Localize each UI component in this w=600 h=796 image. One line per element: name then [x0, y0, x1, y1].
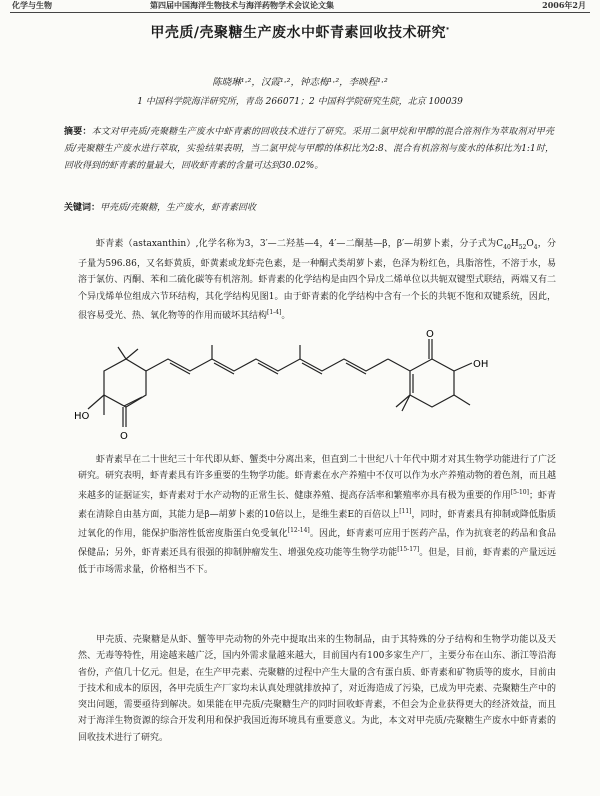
abstract-text: 本文对甲壳质/壳聚糖生产废水中虾青素的回收技术进行了研究。采用二氯甲烷和甲醇的混合溶剂作为萃取剂对甲壳质/壳聚糖生产废水进行萃取，实验结果表明，当二氯甲烷与甲醇的体积比为2:8、混合有机溶剂与废水的体积比为1:1时，回收得到的虾青素的量最大，回收虾青素的含量可达到30.02%。 — [64, 127, 554, 171]
citation: [5-10] — [510, 488, 529, 496]
atom-oxygen-right: O — [426, 329, 434, 340]
paragraph-chitosan-wastewater: 甲壳质、壳聚糖是从虾、蟹等甲壳动物的外壳中提取出来的生物制品，由于其特殊的分子结构和生物学功能以及天然、无毒等特性，用途越来越广泛，国内外需求量越来越大，目前国内有100多家生产厂，主要分布在山东、浙江等沿海省份，产值几十亿元。但是，在生产甲壳素、壳聚糖的过程中产生大量的含有蛋白质、虾青素和矿物质等的废水，目前由于技术和成本的原因，各甲壳质生产厂家均未认真处理就排放掉了，对近海造成了污染，已成为甲壳素、壳聚糖生产中的突出问题，需要亟待到解决。如果能在甲壳质/壳聚糖生产的同时回收虾青素，不但会为企业获得更大的经济效益，而且对于海洋生物资源的综合开发利用和保护我国近海环境具有重要意义。为此，本文对甲壳质/壳聚糖生产废水中虾青素的回收技术进行了研究。 — [78, 635, 556, 743]
title-footnote-mark: * — [445, 26, 450, 34]
astaxanthin-structure-figure — [74, 329, 494, 457]
running-head-rule — [10, 12, 590, 13]
affiliations: 1 中国科学院海洋研究所，青岛 266071；2 中国科学院研究生院，北京 100039 — [137, 97, 463, 107]
keywords — [64, 200, 554, 213]
atom-hydroxyl-left: HO — [74, 411, 90, 422]
abstract-label: 摘要： — [64, 127, 92, 137]
abstract — [64, 124, 554, 175]
author-list: 陈晓琳¹·²，汉霞¹·²，钟志梅¹·²，李映程¹·² — [212, 77, 388, 88]
paragraph-bioactivity: 虾青素早在二十世纪三十年代即从虾、蟹类中分离出来，但直到二十世纪八十年代中期才对其生物学功能进行了广泛研究。研究表明，虾青素具有许多重要的生物学功能。虾青素在水产养殖中不仅可以作为水产养殖动物的着色剂，而且越来越多的证据证实，虾青素对于水产动物的正常生长、健康养殖、提高存活率和繁殖率亦具有极为重要的作用[5-10]；虾青素在清除自由基方面，其能力是β—胡萝卜素的10倍以上，是维生素E的百倍以上[11]，同时，虾青素具有抑制或降低脂质过氧化的作用，能保护脂溶性低密度脂蛋白免受氧化[12-14]。因此，虾青素可应用于医药产品，作为抗衰老的药品和食品保健品；另外，虾青素还具有很强的抑制肿瘤发生、增强免疫功能等生物学功能[15-17]。但是，目前，虾青素的产量远远低于市场需求量，价格相当不下。 — [78, 455, 556, 575]
atom-hydroxyl-right: OH — [473, 359, 489, 370]
citation: [11] — [399, 507, 412, 515]
citation: [15-17] — [397, 546, 420, 554]
running-head-center: 第四届中国海洋生物技术与海洋药物学术会议论文集 — [150, 0, 334, 10]
running-head-right: 2006年2月 — [542, 0, 586, 10]
running-head-left: 化学与生物 — [12, 0, 52, 10]
citation: [1-4] — [267, 308, 282, 316]
citation: [12-14] — [287, 527, 310, 535]
keywords-text: 甲壳质/壳聚糖，生产废水，虾青素回收 — [100, 203, 257, 213]
atom-oxygen-left: O — [120, 431, 128, 442]
paragraph-intro: 虾青素（astaxanthin）,化学名称为3，3′—二羟基—4，4′—二酮基—β，β′—胡萝卜素，分子式为$C_{40}H_{52}O_4$，分子量为596.86，又名虾黄质，虾黄素或龙虾壳色素，是一种酮式类胡萝卜素，色泽为粉红色，具脂溶性，不溶于水，易溶于氯仿、丙酮、苯和二硫化碳等有机溶剂。虾青素的化学结构是由四个异戊二烯单位以共轭双键型式联结，两端又有二个异戊烯单位组成六节环结构，其化学结构见图1。由于虾青素的化学结构中含有一个长的共轭不饱和双键系统，因此，很容易受光、热、氧化物等的作用而破坏其结构[1-4]。 — [78, 239, 556, 321]
paper-title: 甲壳质/壳聚糖生产废水中虾青素回收技术研究* — [150, 25, 450, 41]
keywords-label: 关键词： — [64, 203, 101, 213]
